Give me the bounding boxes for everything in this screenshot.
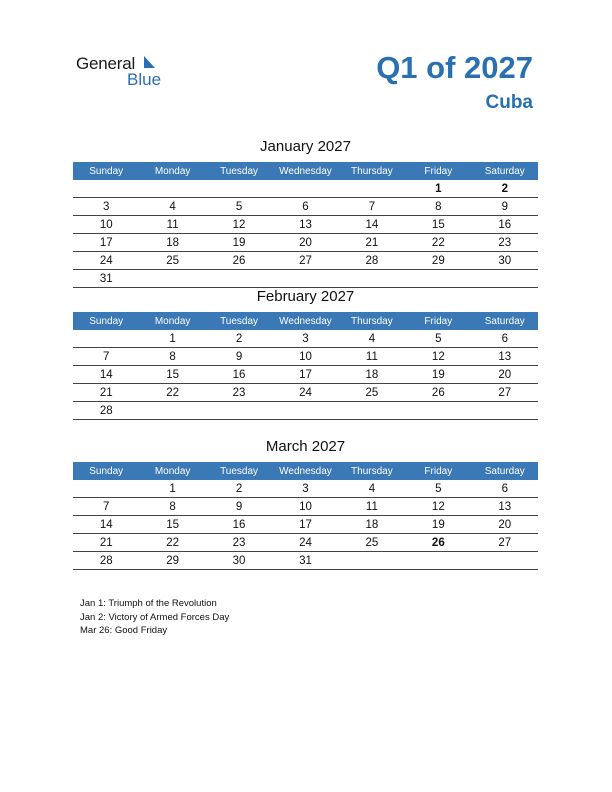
empty-day-cell bbox=[405, 402, 471, 420]
day-cell: 13 bbox=[472, 348, 538, 366]
day-cell: 13 bbox=[272, 216, 338, 234]
empty-day-cell bbox=[339, 270, 405, 288]
day-cell: 13 bbox=[472, 498, 538, 516]
day-cell: 7 bbox=[73, 498, 139, 516]
day-cell: 22 bbox=[405, 234, 471, 252]
week-row bbox=[73, 198, 538, 216]
day-cell: 2 bbox=[472, 180, 538, 198]
weekday-header: Thursday bbox=[339, 312, 405, 330]
day-cell: 31 bbox=[272, 552, 338, 570]
day-cell: 25 bbox=[139, 252, 205, 270]
day-cell: 18 bbox=[139, 234, 205, 252]
day-cell: 17 bbox=[272, 516, 338, 534]
day-cell: 22 bbox=[139, 384, 205, 402]
day-cell: 27 bbox=[472, 534, 538, 552]
weekday-header: Wednesday bbox=[272, 312, 338, 330]
day-cell: 9 bbox=[206, 498, 272, 516]
empty-day-cell bbox=[339, 402, 405, 420]
day-cell: 5 bbox=[405, 330, 471, 348]
country-name: Cuba bbox=[485, 92, 533, 113]
day-cell: 8 bbox=[405, 198, 471, 216]
logo-general-text: General bbox=[76, 54, 136, 73]
weekday-header-row bbox=[73, 162, 538, 180]
month-january bbox=[73, 137, 538, 288]
holiday-notes bbox=[80, 597, 229, 638]
weekday-header: Thursday bbox=[339, 162, 405, 180]
day-cell: 2 bbox=[206, 330, 272, 348]
day-cell: 16 bbox=[206, 516, 272, 534]
empty-day-cell bbox=[139, 402, 205, 420]
day-cell: 9 bbox=[206, 348, 272, 366]
weekday-header: Thursday bbox=[339, 462, 405, 480]
day-cell: 27 bbox=[272, 252, 338, 270]
day-cell: 1 bbox=[139, 480, 205, 498]
weekday-header: Tuesday bbox=[206, 462, 272, 480]
empty-day-cell bbox=[272, 402, 338, 420]
day-cell: 20 bbox=[472, 516, 538, 534]
empty-day-cell bbox=[73, 480, 139, 498]
day-cell: 23 bbox=[472, 234, 538, 252]
weekday-header-row bbox=[73, 312, 538, 330]
week-row bbox=[73, 402, 538, 420]
empty-day-cell bbox=[206, 180, 272, 198]
month-title: March 2027 bbox=[265, 438, 346, 455]
empty-day-cell bbox=[73, 330, 139, 348]
week-row bbox=[73, 498, 538, 516]
day-cell: 16 bbox=[472, 216, 538, 234]
day-cell: 12 bbox=[405, 348, 471, 366]
day-cell: 24 bbox=[73, 252, 139, 270]
day-cell: 6 bbox=[272, 198, 338, 216]
day-cell: 19 bbox=[206, 234, 272, 252]
day-cell: 30 bbox=[472, 252, 538, 270]
day-cell: 20 bbox=[272, 234, 338, 252]
week-row bbox=[73, 516, 538, 534]
weekday-header: Sunday bbox=[73, 462, 139, 480]
day-cell: 23 bbox=[206, 384, 272, 402]
day-cell: 3 bbox=[73, 198, 139, 216]
day-cell: 29 bbox=[405, 252, 471, 270]
week-row bbox=[73, 252, 538, 270]
weekday-header: Friday bbox=[405, 462, 471, 480]
week-row bbox=[73, 480, 538, 498]
week-row bbox=[73, 180, 538, 198]
day-cell: 3 bbox=[272, 330, 338, 348]
day-cell: 11 bbox=[139, 216, 205, 234]
empty-day-cell bbox=[272, 180, 338, 198]
empty-day-cell bbox=[339, 552, 405, 570]
weekday-header: Tuesday bbox=[206, 312, 272, 330]
day-cell: 31 bbox=[73, 270, 139, 288]
weekday-header: Monday bbox=[139, 162, 205, 180]
day-cell: 16 bbox=[206, 366, 272, 384]
day-cell: 19 bbox=[405, 366, 471, 384]
day-cell: 21 bbox=[73, 534, 139, 552]
weekday-header: Sunday bbox=[73, 162, 139, 180]
empty-day-cell bbox=[472, 402, 538, 420]
holiday-note: Jan 1: Triumph of the Revolution bbox=[80, 598, 217, 609]
day-cell: 22 bbox=[139, 534, 205, 552]
week-row bbox=[73, 534, 538, 552]
day-cell: 7 bbox=[339, 198, 405, 216]
week-row bbox=[73, 366, 538, 384]
day-cell: 28 bbox=[73, 402, 139, 420]
day-cell: 7 bbox=[73, 348, 139, 366]
weekday-header: Saturday bbox=[472, 162, 538, 180]
empty-day-cell bbox=[472, 270, 538, 288]
day-cell: 24 bbox=[272, 534, 338, 552]
day-cell: 5 bbox=[206, 198, 272, 216]
weekday-header: Friday bbox=[405, 312, 471, 330]
calendar-grid bbox=[73, 462, 538, 570]
calendar-grid bbox=[73, 162, 538, 288]
day-cell: 30 bbox=[206, 552, 272, 570]
day-cell: 25 bbox=[339, 384, 405, 402]
page-title: Q1 of 2027 bbox=[376, 50, 533, 85]
weekday-header: Wednesday bbox=[272, 462, 338, 480]
weekday-header: Tuesday bbox=[206, 162, 272, 180]
empty-day-cell bbox=[139, 270, 205, 288]
weekday-header: Monday bbox=[139, 462, 205, 480]
holiday-note: Jan 2: Victory of Armed Forces Day bbox=[80, 611, 230, 623]
day-cell: 3 bbox=[272, 480, 338, 498]
day-cell: 20 bbox=[472, 366, 538, 384]
day-cell: 18 bbox=[339, 366, 405, 384]
day-cell: 15 bbox=[139, 516, 205, 534]
day-cell: 6 bbox=[472, 330, 538, 348]
day-cell: 11 bbox=[339, 498, 405, 516]
day-cell: 1 bbox=[405, 180, 471, 198]
day-cell: 5 bbox=[405, 480, 471, 498]
logo-blue-text: Blue bbox=[127, 70, 162, 89]
day-cell: 12 bbox=[405, 498, 471, 516]
weekday-header-row bbox=[73, 462, 538, 480]
week-row bbox=[73, 270, 538, 288]
weekday-header: Wednesday bbox=[272, 162, 338, 180]
day-cell: 10 bbox=[73, 216, 139, 234]
holiday-note: Mar 26: Good Friday bbox=[80, 625, 168, 636]
week-row bbox=[73, 552, 538, 570]
day-cell: 15 bbox=[139, 366, 205, 384]
day-cell: 28 bbox=[73, 552, 139, 570]
day-cell: 27 bbox=[472, 384, 538, 402]
day-cell: 4 bbox=[139, 198, 205, 216]
day-cell: 21 bbox=[339, 234, 405, 252]
empty-day-cell bbox=[339, 180, 405, 198]
day-cell: 4 bbox=[339, 480, 405, 498]
empty-day-cell bbox=[139, 180, 205, 198]
day-cell: 19 bbox=[405, 516, 471, 534]
day-cell: 26 bbox=[405, 534, 471, 552]
week-row bbox=[73, 330, 538, 348]
day-cell: 12 bbox=[206, 216, 272, 234]
day-cell: 10 bbox=[272, 498, 338, 516]
month-title: February 2027 bbox=[256, 288, 355, 305]
empty-day-cell bbox=[405, 552, 471, 570]
week-row bbox=[73, 348, 538, 366]
month-february bbox=[73, 287, 538, 420]
day-cell: 4 bbox=[339, 330, 405, 348]
empty-day-cell bbox=[73, 180, 139, 198]
week-row bbox=[73, 384, 538, 402]
week-row bbox=[73, 234, 538, 252]
week-row bbox=[73, 216, 538, 234]
day-cell: 23 bbox=[206, 534, 272, 552]
weekday-header: Saturday bbox=[472, 312, 538, 330]
day-cell: 18 bbox=[339, 516, 405, 534]
empty-day-cell bbox=[272, 270, 338, 288]
weekday-header: Saturday bbox=[472, 462, 538, 480]
month-march bbox=[73, 437, 538, 570]
day-cell: 17 bbox=[73, 234, 139, 252]
day-cell: 14 bbox=[339, 216, 405, 234]
day-cell: 28 bbox=[339, 252, 405, 270]
day-cell: 17 bbox=[272, 366, 338, 384]
empty-day-cell bbox=[405, 270, 471, 288]
logo-triangle-icon bbox=[142, 55, 156, 69]
day-cell: 6 bbox=[472, 480, 538, 498]
weekday-header: Sunday bbox=[73, 312, 139, 330]
day-cell: 11 bbox=[339, 348, 405, 366]
day-cell: 24 bbox=[272, 384, 338, 402]
day-cell: 29 bbox=[139, 552, 205, 570]
calendar-grid bbox=[73, 312, 538, 420]
day-cell: 26 bbox=[206, 252, 272, 270]
day-cell: 8 bbox=[139, 348, 205, 366]
empty-day-cell bbox=[206, 270, 272, 288]
month-title: January 2027 bbox=[260, 138, 351, 155]
day-cell: 15 bbox=[405, 216, 471, 234]
day-cell: 1 bbox=[139, 330, 205, 348]
day-cell: 10 bbox=[272, 348, 338, 366]
day-cell: 14 bbox=[73, 516, 139, 534]
day-cell: 8 bbox=[139, 498, 205, 516]
day-cell: 21 bbox=[73, 384, 139, 402]
generalblue-logo bbox=[76, 54, 176, 88]
weekday-header: Friday bbox=[405, 162, 471, 180]
empty-day-cell bbox=[206, 402, 272, 420]
day-cell: 25 bbox=[339, 534, 405, 552]
empty-day-cell bbox=[472, 552, 538, 570]
day-cell: 2 bbox=[206, 480, 272, 498]
day-cell: 26 bbox=[405, 384, 471, 402]
day-cell: 9 bbox=[472, 198, 538, 216]
weekday-header: Monday bbox=[139, 312, 205, 330]
day-cell: 14 bbox=[73, 366, 139, 384]
